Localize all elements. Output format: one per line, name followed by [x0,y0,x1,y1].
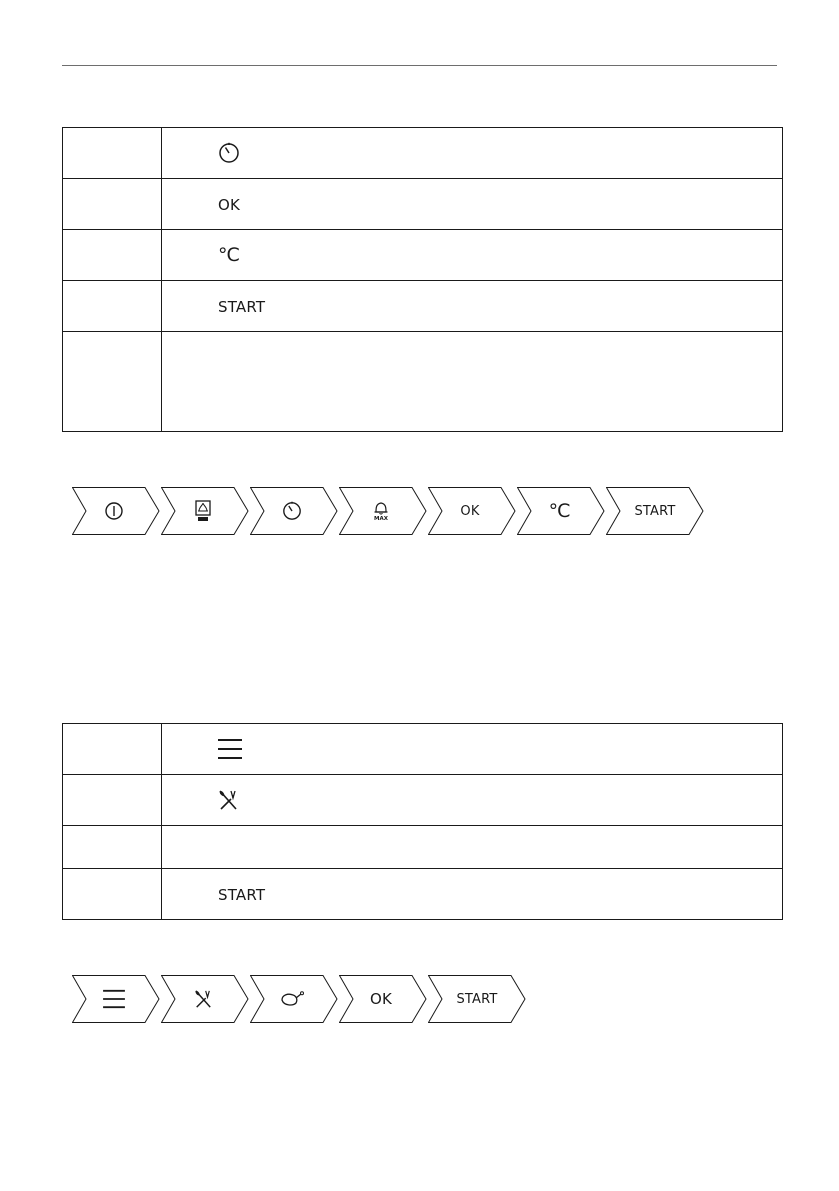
table-row [63,332,783,432]
bell-max-label: MAX [374,515,388,522]
table-row [63,775,783,826]
start-icon: START [634,503,676,519]
step-cell [63,869,162,920]
sequence-step [339,975,427,1023]
temperature-icon: °C [548,499,570,522]
timer-icon [218,142,240,164]
sequence-step [250,487,338,535]
cutlery-icon [218,789,238,811]
temperature-icon: °C [218,244,239,266]
step-cell [63,775,162,826]
action-cell [162,230,783,281]
steamify-icon [195,500,211,522]
table-row [63,724,783,775]
table-row [63,869,783,920]
step-cell [63,281,162,332]
table-row [63,128,783,179]
cutlery-icon [194,989,212,1009]
header-rule [62,65,777,66]
timer-icon [282,501,302,521]
step-cell [63,128,162,179]
sequence-step [72,487,160,535]
start-icon: START [218,885,266,904]
table-row [63,281,783,332]
menu-icon [103,989,125,1009]
sequence-step [339,487,427,535]
step-cell [63,332,162,432]
action-cell [162,332,783,432]
sequence-step [161,487,249,535]
table-row [63,230,783,281]
sequence-step [428,975,516,1023]
sequence-step [428,487,516,535]
start-icon: START [218,297,266,316]
step-cell [63,179,162,230]
sequence-step [250,975,338,1023]
action-cell [162,724,783,775]
step-cell [63,724,162,775]
sequence-step [161,975,249,1023]
sequence-step [517,487,605,535]
action-cell [162,826,783,869]
action-cell [162,775,783,826]
action-cell [162,128,783,179]
steps-table-2 [62,723,783,920]
table-row [63,826,783,869]
ok-icon: OK [218,195,241,214]
sequence-step [606,487,694,535]
power-icon [104,501,124,521]
step-cell [63,826,162,869]
start-icon: START [456,991,498,1007]
step-cell [63,230,162,281]
action-cell [162,281,783,332]
action-cell [162,179,783,230]
table-row [63,179,783,230]
menu-icon [218,738,242,760]
sequence-step [72,975,160,1023]
bell-max-icon [373,501,389,522]
ok-icon: OK [369,989,393,1008]
steps-table-1 [62,127,783,432]
ok-icon: OK [460,503,480,519]
action-cell [162,869,783,920]
button-sequence-2 [72,975,712,1023]
button-sequence-1 [72,487,712,535]
poultry-icon [279,990,305,1008]
